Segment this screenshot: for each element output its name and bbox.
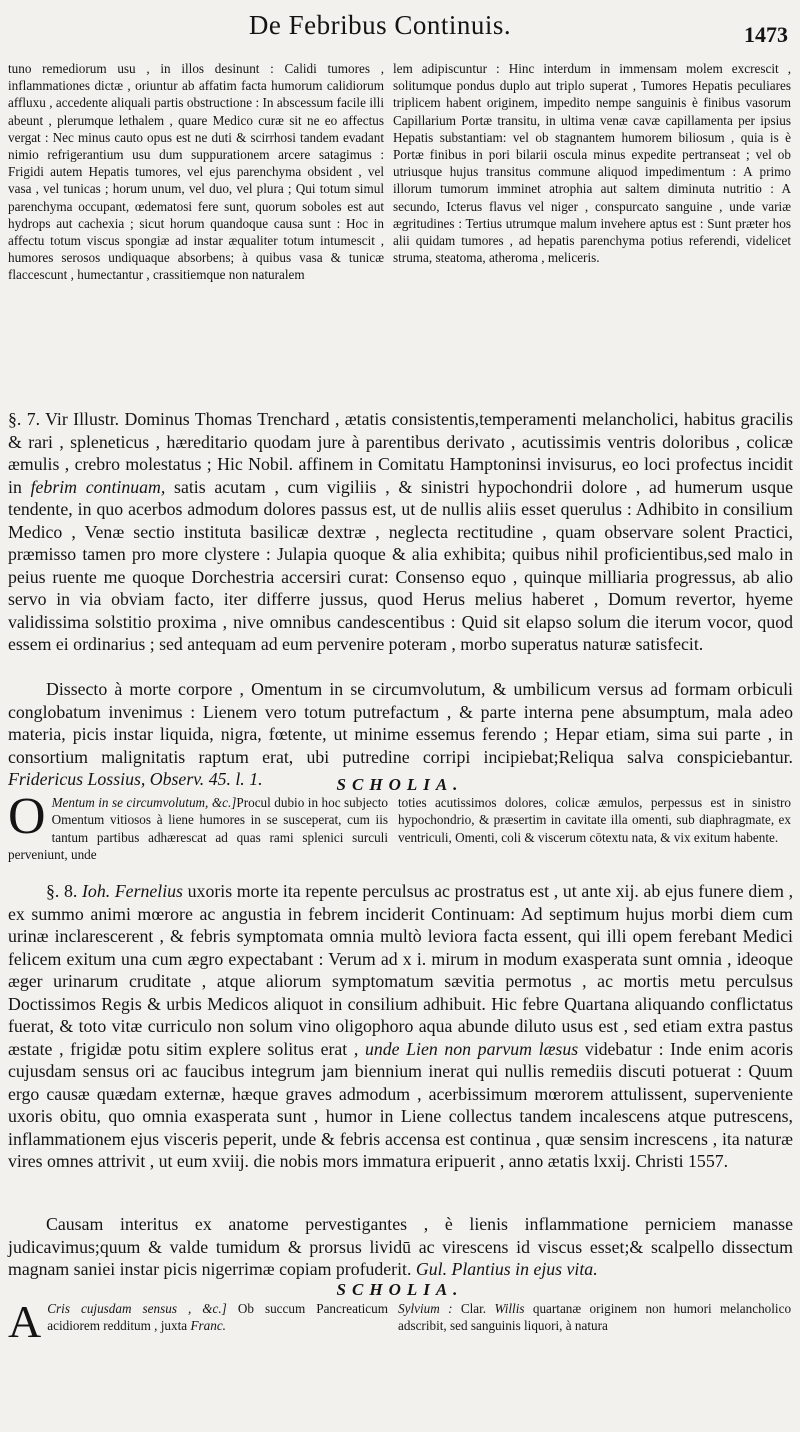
section-8-paragraph: [8, 880, 793, 1173]
dissecto-text: Dissecto à morte corpore , Omentum in se circumvolutum, & umbilicum versus ad formam orbiculi conglobatum invenimus : Lienem vero totum putrefactum , & parte interna pene absumptum, mala adeo materia, picis instar liquida, nigra, fœtente, ut minime essemus ferendo ; Hepar etiam, sima sui parte , in consortium malignitatis raptum erat, ubi putredine corripi incipiebat;Reliqua salva conspiciebantur.: [8, 679, 793, 767]
causam-text-block: [8, 1213, 793, 1281]
scholia-1-left-column: [8, 788, 388, 864]
scholia-1-left-paragraph: [8, 788, 388, 864]
scholia-2-right-willis: Willis: [494, 1301, 525, 1316]
scholia-1-lemma: Mentum in se circumvolutum, &c.]: [51, 795, 237, 810]
section-7-text: §. 7. Vir Illustr. Dominus Thomas Trenchard , ætatis consistentis,temperamenti melancholici, habitus gracilis & rari , spleneticus , hæreditario quodam jure à parentibus derivato , acutissimis ventris doloribus , colicæ æmulis , crebro molestatus ; Hic Nobil. affinem in Comitatu Hamptoninsi invisurus, eo loci profectus incidit in: [8, 409, 793, 497]
scholia-2-left-paragraph: [8, 1296, 389, 1347]
section-7-paragraph: [8, 408, 793, 656]
dissecto-paragraph: [8, 678, 793, 791]
section-8-text-2: videbatur : Inde enim acoris cujusdam sensus ori ac faucibus integrum jam biennium inerat qui nullis remediis discuti potuerat : Quum ergo causæ quædam externæ, hæque graves admodum , acerbissimum mœrorem attulissent, superveniente uxoris obitu, quo omnia exasperata sunt , humor in Liene collectus tandem incalescens atque putrescens, inflammationem ejus visceris peperit, unde & febris accensa est continua , quæ sensim increscens , ita naturæ vires omnes attrivit , ut eum xviij. die nobis mors immatura eripuerit , anno ætatis lxxij. Christi 1557.: [8, 1038, 794, 1171]
dissecto-text-block: [8, 678, 793, 791]
causam-paragraph: [8, 1213, 793, 1281]
dropcap-a: A: [8, 1296, 42, 1347]
top-left-column: [8, 60, 384, 284]
scholia-2-left-column: [8, 1296, 389, 1347]
scholia-heading-1: SCHOLIA.: [336, 775, 464, 794]
section-8: [8, 880, 793, 1173]
causam-text: Causam interitus ex anatome pervestigantes , è lienis inflammatione perniciem manasse judicavimus;quum & valde tumidum & prorsus lividū ac virescens id viscus esset;& scalpello dissectum magnam saniei instar picis nigerrimæ copiam profuderit.: [8, 1214, 793, 1279]
section-7: [8, 408, 793, 656]
section-7-text-2: satis acutam , cum vigiliis , & sinistri hypochondrii dolore , ad humerum usque tendente, in quo acerbos admodum dolores passus est, ut de nullis aliis esset querulus : Adhibito in consilium Medico , Venæ sectio instituta basilicæ dextræ , neglecta rectitudine , quam observare solent Practici, præmisso tamen pro more clystere : Julapia quoque & alia exhibita; quibus nihil proficientibus,sed malo in peius ruente me quoque Dorchestria accersiri curat: Consenso equo , quinque milliaria progressus, ab alio servo in via obviam facto, iter differre jussus, quod Herus melius haberet , Domum revertor, hyeme validissima solstitio proxima , nive omnibus candescentibus : Quid sit elapso solum die iterum vocor, quod essem ei ordinarius ; sed antequam ad eum pervenire poteram , morbo superatus naturæ satisfecit.: [8, 476, 793, 654]
causam-signature: Gul. Plantius in ejus vita.: [415, 1259, 598, 1279]
section-8-lead: §. 8.: [46, 881, 78, 901]
scholia-1-right-paragraph: toties acutissimos dolores, colicæ æmulos, perpessus est in sinistro hypochondrio, & præsertim in cavitate illa omenti, sub diaphragmate, ex ventriculi, Omenti, coli & viscerum cōtextu nata, & vix exitum habente.: [398, 795, 791, 845]
page-number: 1473: [744, 22, 788, 47]
scholia-2-left-text: Ob succum Pancreaticum acidiorem redditum , juxta: [47, 1301, 389, 1334]
section-7-italic: febrim continuam,: [30, 476, 166, 497]
section-8-italic: unde Lien non parvum læsus: [364, 1038, 579, 1059]
top-right-paragraph: lem adipiscuntur : Hinc interdum in immensam molem excrescit , solitumque pondus duplo aut triplo superat , Tumores Hepatis peculiares triplicem habent originem, impedito nempe sanguinis è finibus vasorum Capillarium Portæ transitu, in ultima venæ cavæ capillamenta per ipsius Hepatis substantiam: vel ob stagnantem humorem biliosum , quia is è Portæ finibus in pori bilarii oscula minus expedite pertranseat ; vel ob utriusque hujus transitus commune aliquod impedimentum : A primo illorum tumorum imminet atrophia aut saltem diminuta nutritio : A secundo, Icterus flavus vel niger , conspurcato sanguine , unde variæ ægritudines : Tertius utrumque malum invehere aptus est : Sunt præter hos alii quidam tumores , ad hepatis parenchyma potius referendi, videlicet struma, steatoma, atheroma , meliceris.: [393, 61, 791, 266]
page-title: De Febribus Continuis.: [248, 10, 512, 40]
scholia-1-right-column: [398, 794, 791, 846]
scholia-2-right-column: [398, 1300, 791, 1335]
scholia-2-right-text: quartanæ originem non humori melancholico adscribit, sed sanguinis liquori, à natura: [398, 1301, 792, 1334]
dropcap-o: O: [8, 788, 46, 845]
scholia-1-left-text: Procul dubio in hoc subjecto Omentum vitiosos à liene humores in se susceperat, cum iis tantum partibus adhærescat ad quas rami splenici surculi perveniunt, unde: [8, 795, 388, 863]
top-left-paragraph: tuno remediorum usu , in illos desinunt : Calidi tumores , inflammationes dictæ , oriuntur ab affatim facta humorum calidiorum affluxu , accedente aliquali partis obstructione : In abscessum facile illi abeunt , plerumque lethalem , quare Medico curæ sit ne eo affectus vergat : Nec minus cauto opus est ne duti & scirrhosi tandem evadant nimio refrigerantium usu dum suppurationem arcere satagimus : Frigidi autem Hepatis tumores, vel ejus parenchyma obsident , vel vasa , vel tunicas ; horum unum, vel duo, vel plura ; Qui totum simul parenchyma occupant, œdematosi fere sunt, quorum soboles est aut hydrops aut cachexia ; sicut horum quandoque causa sunt : Hoc in affectu totum viscus spongiæ ad instar æqualiter totum intumescit , humores serosos undiquaque absorbens; à quibus vasa & tunicæ flaccescunt , humectantur , crassitiemque non naturalem: [8, 61, 384, 283]
scholia-2-right-paragraph: [398, 1300, 791, 1335]
scholia-heading-2: SCHOLIA.: [336, 1280, 464, 1299]
dissecto-signature: Fridericus Lossius, Observ. 45. l. 1.: [8, 769, 263, 789]
top-right-column: [393, 60, 791, 266]
section-8-text: uxoris morte ita repente perculsus ac prostratus est , ut ante xij. ab ejus funere diem , ex summo animi mœrore ac angustia in febrem inciderit Continuam: Ad septimum hujus morbi diem cum urinæ inclarescerent , & febris symptomata omnia multò leviora facta essent, qui illi opem ferebant Medici felicem exitum una cum ægro expectabant : Verum ad x i. mirum in modum exasperata sunt omnia , ideoque æger urinarum cruditate , atque aliorum symptomatum sævitia permotus , ac mortis metu perculsus Doctissimos Regis & urbis Medicos aliquot in consilium adhibuit. Hic febre Quartana aliquando conflictatus fuerat, & toto vitæ curriculo non solum vino oligophoro aqua abunde diluto usus est , sed etiam extra pastus æstate , frigidæ potu sitim explere solitus erat ,: [8, 881, 794, 1059]
scholia-2-lemma: Cris cujusdam sensus , &c.]: [47, 1301, 227, 1316]
scholia-2-right-clar: Clar.: [460, 1301, 487, 1316]
scholia-2-right-name: Sylvium :: [398, 1301, 453, 1316]
section-8-author: Ioh. Fernelius: [82, 881, 183, 901]
scholia-2-left-name: Franc.: [190, 1318, 226, 1334]
